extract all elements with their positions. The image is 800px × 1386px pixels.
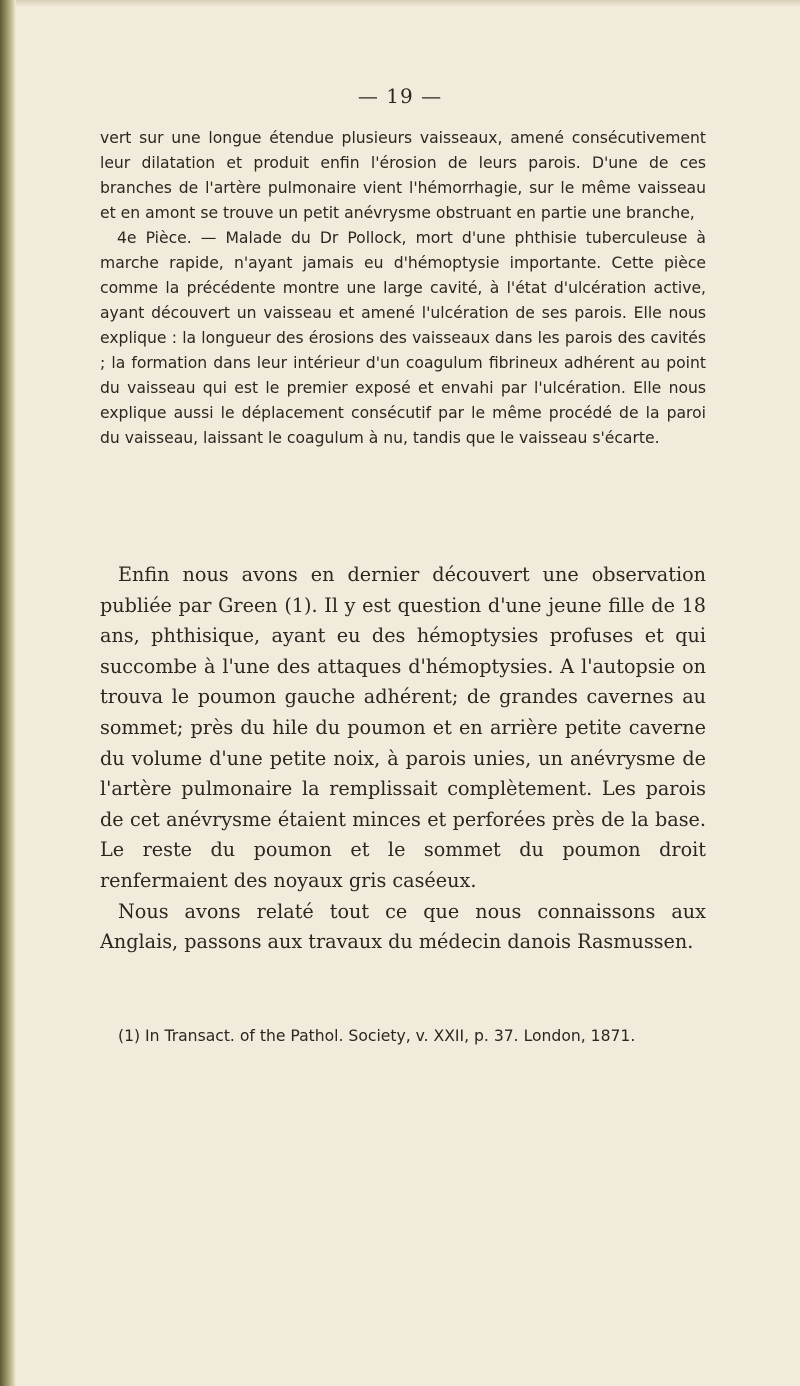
footnote: (1) In Transact. of the Pathol. Society, v. XXII, p. 37. London, 1871. (118, 1027, 636, 1045)
paragraph-piece-4: 4e Pièce. — Malade du Dr Pollock, mort d'une phthisie tuberculeuse à marche rapide, n'ayant jamais eu d'hémoptysie importante. Cette pièce comme la précédente montre une large cavité, à l'état d'ulcération active, ayant découvert un vaisseau et amené l'ulcération de ses parois. Elle nous explique : la longueur des érosions des vaisseaux dans les parois des cavités ; la formation dans leur intérieur d'un coagulum fibrineux adhérent au point du vaisseau qui est le premier exposé et envahi par l'ulcération. Elle nous explique aussi le déplacement consécutif par le même procédé de la paroi du vaisseau, laissant le coagulum à nu, tandis que le vaisseau s'écarte. (100, 229, 706, 447)
page-top-edge (16, 0, 800, 7)
book-spine-shadow (0, 0, 16, 1386)
paragraph-continuation: vert sur une longue étendue plusieurs vaisseaux, amené consécutivement leur dilatation et produit enfin l'érosion de leurs parois. D'une de ces branches de l'artère pulmonaire vient l'hémorrhagie, sur le même vaisseau et en amont se trouve un petit anévrysme obstruant en partie une branche, (100, 129, 706, 222)
large-text-section (100, 560, 706, 958)
paragraph-green-observation: Enfin nous avons en dernier découvert une observation publiée par Green (1). Il y est question d'une jeune fille de 18 ans, phthisique, ayant eu des hémoptysies profuses et qui succombe à l'une des attaques d'hémoptysies. A l'autopsie on trouva le poumon gauche adhérent; de grandes cavernes au sommet; près du hile du poumon et en arrière petite caverne du volume d'une petite noix, à parois unies, un anévrysme de l'artère pulmonaire la remplissait complètement. Les parois de cet anévrysme étaient minces et perforées près de la base. Le reste du poumon et le sommet du poumon droit renfermaient des noyaux gris caséeux. (100, 563, 706, 892)
small-text-section (100, 126, 706, 451)
page-number: — 19 — (357, 84, 443, 108)
paragraph-transition: Nous avons relaté tout ce que nous connaissons aux Anglais, passons aux travaux du médecin danois Rasmussen. (100, 899, 706, 954)
